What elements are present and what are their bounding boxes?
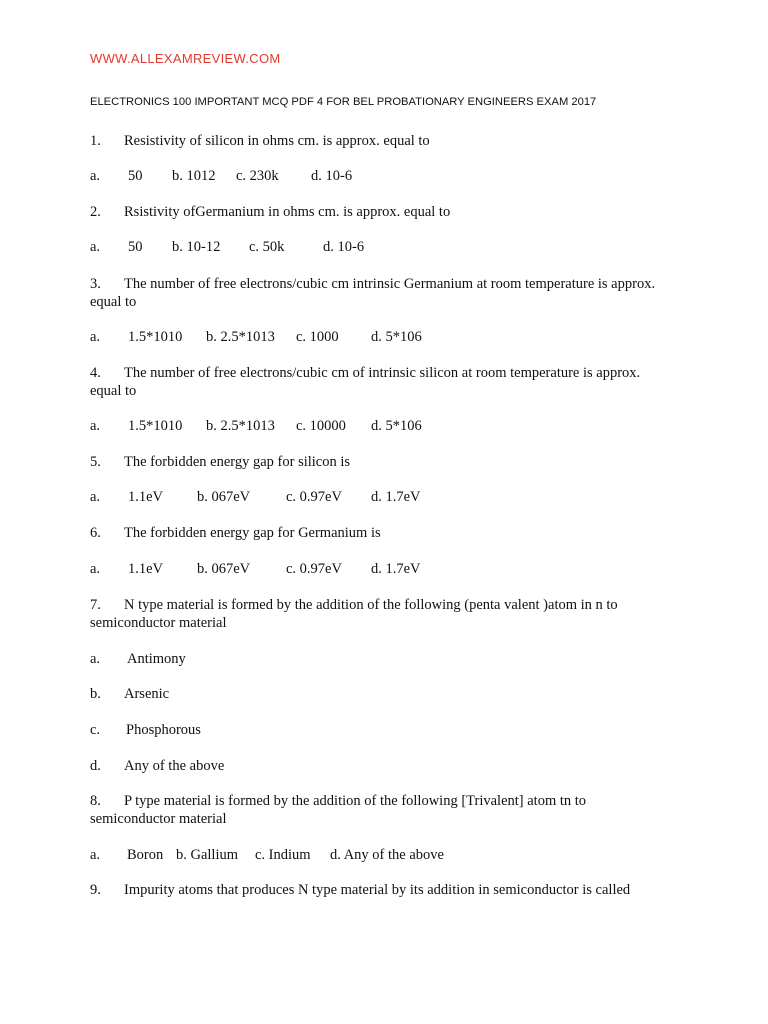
question-text: Resistivity of silicon in ohms cm. is approx. equal to	[124, 133, 430, 149]
option-d: d. 5*106	[371, 329, 422, 345]
question-text-line-1: The number of free electrons/cubic cm of intrinsic silicon at room temperature is approx.	[124, 365, 641, 381]
option-label: a.	[90, 239, 101, 255]
option-text: Arsenic	[124, 686, 170, 702]
option-label: b.	[90, 686, 101, 702]
option-label: a.	[90, 168, 101, 184]
question-text-line-1: The number of free electrons/cubic cm intrinsic Germanium at room temperature is approx.	[124, 276, 656, 292]
question-text-line-2: semiconductor material	[90, 811, 227, 827]
option-a: 50	[128, 168, 143, 184]
option-a: 1.5*1010	[128, 329, 183, 345]
option-text: Phosphorous	[126, 722, 201, 738]
option-b: b. 2.5*1013	[206, 329, 275, 345]
option-c: c. Indium	[255, 847, 311, 863]
question-number: 9.	[90, 882, 101, 898]
option-d: d. 10-6	[311, 168, 353, 184]
option-b: b. 067eV	[197, 561, 251, 577]
question-text: The forbidden energy gap for silicon is	[124, 454, 351, 470]
option-d: d. 10-6	[323, 239, 365, 255]
question-text-line-1: N type material is formed by the addition of the following (penta valent )atom in n to	[124, 597, 618, 613]
option-d: d. Any of the above	[330, 847, 444, 863]
option-b: b. 067eV	[197, 489, 251, 505]
question-text-line-1: P type material is formed by the addition of the following [Trivalent] atom tn to	[124, 793, 587, 809]
option-label: a.	[90, 651, 101, 667]
option-d: d. 1.7eV	[371, 489, 421, 505]
option-a: 50	[128, 239, 143, 255]
question-number: 1.	[90, 133, 101, 149]
option-label: a.	[90, 561, 101, 577]
question-text: Rsistivity ofGermanium in ohms cm. is approx. equal to	[124, 204, 451, 220]
option-a: 1.1eV	[128, 489, 164, 505]
option-a: Boron	[127, 847, 164, 863]
option-c: c. 0.97eV	[286, 561, 342, 577]
question-number: 3.	[90, 276, 101, 292]
option-label: d.	[90, 758, 101, 774]
question-number: 5.	[90, 454, 101, 470]
option-c: c. 50k	[249, 239, 285, 255]
question-text-line-2: equal to	[90, 383, 137, 399]
option-c: c. 1000	[296, 329, 339, 345]
question-text-line-2: semiconductor material	[90, 615, 227, 631]
option-c: c. 230k	[236, 168, 279, 184]
question-text: The forbidden energy gap for Germanium is	[124, 525, 381, 541]
document-title: ELECTRONICS 100 IMPORTANT MCQ PDF 4 FOR BEL PROBATIONARY ENGINEERS EXAM 2017	[90, 96, 597, 108]
option-a: 1.1eV	[128, 561, 164, 577]
question-number: 4.	[90, 365, 101, 381]
question-number: 8.	[90, 793, 101, 809]
option-b: b. 1012	[172, 168, 216, 184]
option-label: a.	[90, 847, 101, 863]
option-text: Antimony	[127, 651, 186, 667]
option-d: d. 1.7eV	[371, 561, 421, 577]
question-number: 7.	[90, 597, 101, 613]
option-label: a.	[90, 418, 101, 434]
question-text: Impurity atoms that produces N type material by its addition in semiconductor is called	[124, 882, 631, 898]
option-a: 1.5*1010	[128, 418, 183, 434]
option-b: b. 2.5*1013	[206, 418, 275, 434]
option-c: c. 0.97eV	[286, 489, 342, 505]
option-b: b. 10-12	[172, 239, 221, 255]
question-text-line-2: equal to	[90, 294, 137, 310]
option-text: Any of the above	[124, 758, 225, 774]
option-c: c. 10000	[296, 418, 346, 434]
question-number: 6.	[90, 525, 101, 541]
option-label: a.	[90, 329, 101, 345]
option-d: d. 5*106	[371, 418, 422, 434]
question-number: 2.	[90, 204, 101, 220]
site-link[interactable]: WWW.ALLEXAMREVIEW.COM	[90, 51, 281, 66]
option-label: a.	[90, 489, 101, 505]
option-label: c.	[90, 722, 101, 738]
option-b: b. Gallium	[176, 847, 239, 863]
